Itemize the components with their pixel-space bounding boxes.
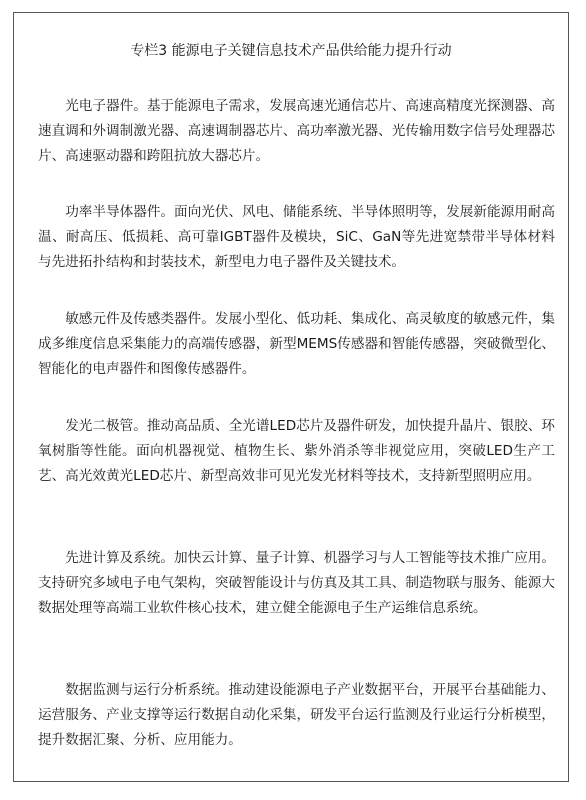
paragraph-led: 发光二极管。推动高品质、全光谱LED芯片及器件研发，加快提升晶片、银胶、环氧树脂等性能。面向机器视觉、植物生长、紫外消杀等非视觉应用，突破LED生产工艺、高光效黄光LED芯片、新型高效非可见光发光材料等技术，支持新型照明应用。 <box>38 418 555 484</box>
column-box <box>13 12 569 782</box>
paragraph-optoelectronic-devices: 光电子器件。基于能源电子需求，发展高速光通信芯片、高速高精度光探测器、高速直调和外调制激光器、高速调制器芯片、高功率激光器、光传输用数字信号处理器芯片、高速驱动器和跨阻抗放大器芯片。 <box>38 98 555 164</box>
paragraph-advanced-computing: 先进计算及系统。加快云计算、量子计算、机器学习与人工智能等技术推广应用。支持研究多域电子电气架构，突破智能设计与仿真及其工具、制造物联与服务、能源大数据处理等高端工业软件核心技术，建立健全能源电子生产运维信息系统。 <box>38 550 555 616</box>
paragraph-power-semiconductor-devices: 功率半导体器件。面向光伏、风电、储能系统、半导体照明等，发展新能源用耐高温、耐高压、低损耗、高可靠IGBT器件及模块，SiC、GaN等先进宽禁带半导体材料与先进拓扑结构和封装技术，新型电力电子器件及关键技术。 <box>38 204 555 270</box>
column-title: 专栏3 能源电子关键信息技术产品供给能力提升行动 <box>130 43 452 59</box>
paragraph-data-monitoring: 数据监测与运行分析系统。推动建设能源电子产业数据平台，开展平台基础能力、运营服务、产业支撑等运行数据自动化采集，研发平台运行监测及行业运行分析模型，提升数据汇聚、分析、应用能力。 <box>38 682 555 748</box>
paragraph-sensors: 敏感元件及传感类器件。发展小型化、低功耗、集成化、高灵敏度的敏感元件，集成多维度信息采集能力的高端传感器，新型MEMS传感器和智能传感器，突破微型化、智能化的电声器件和图像传感器件。 <box>38 311 555 377</box>
